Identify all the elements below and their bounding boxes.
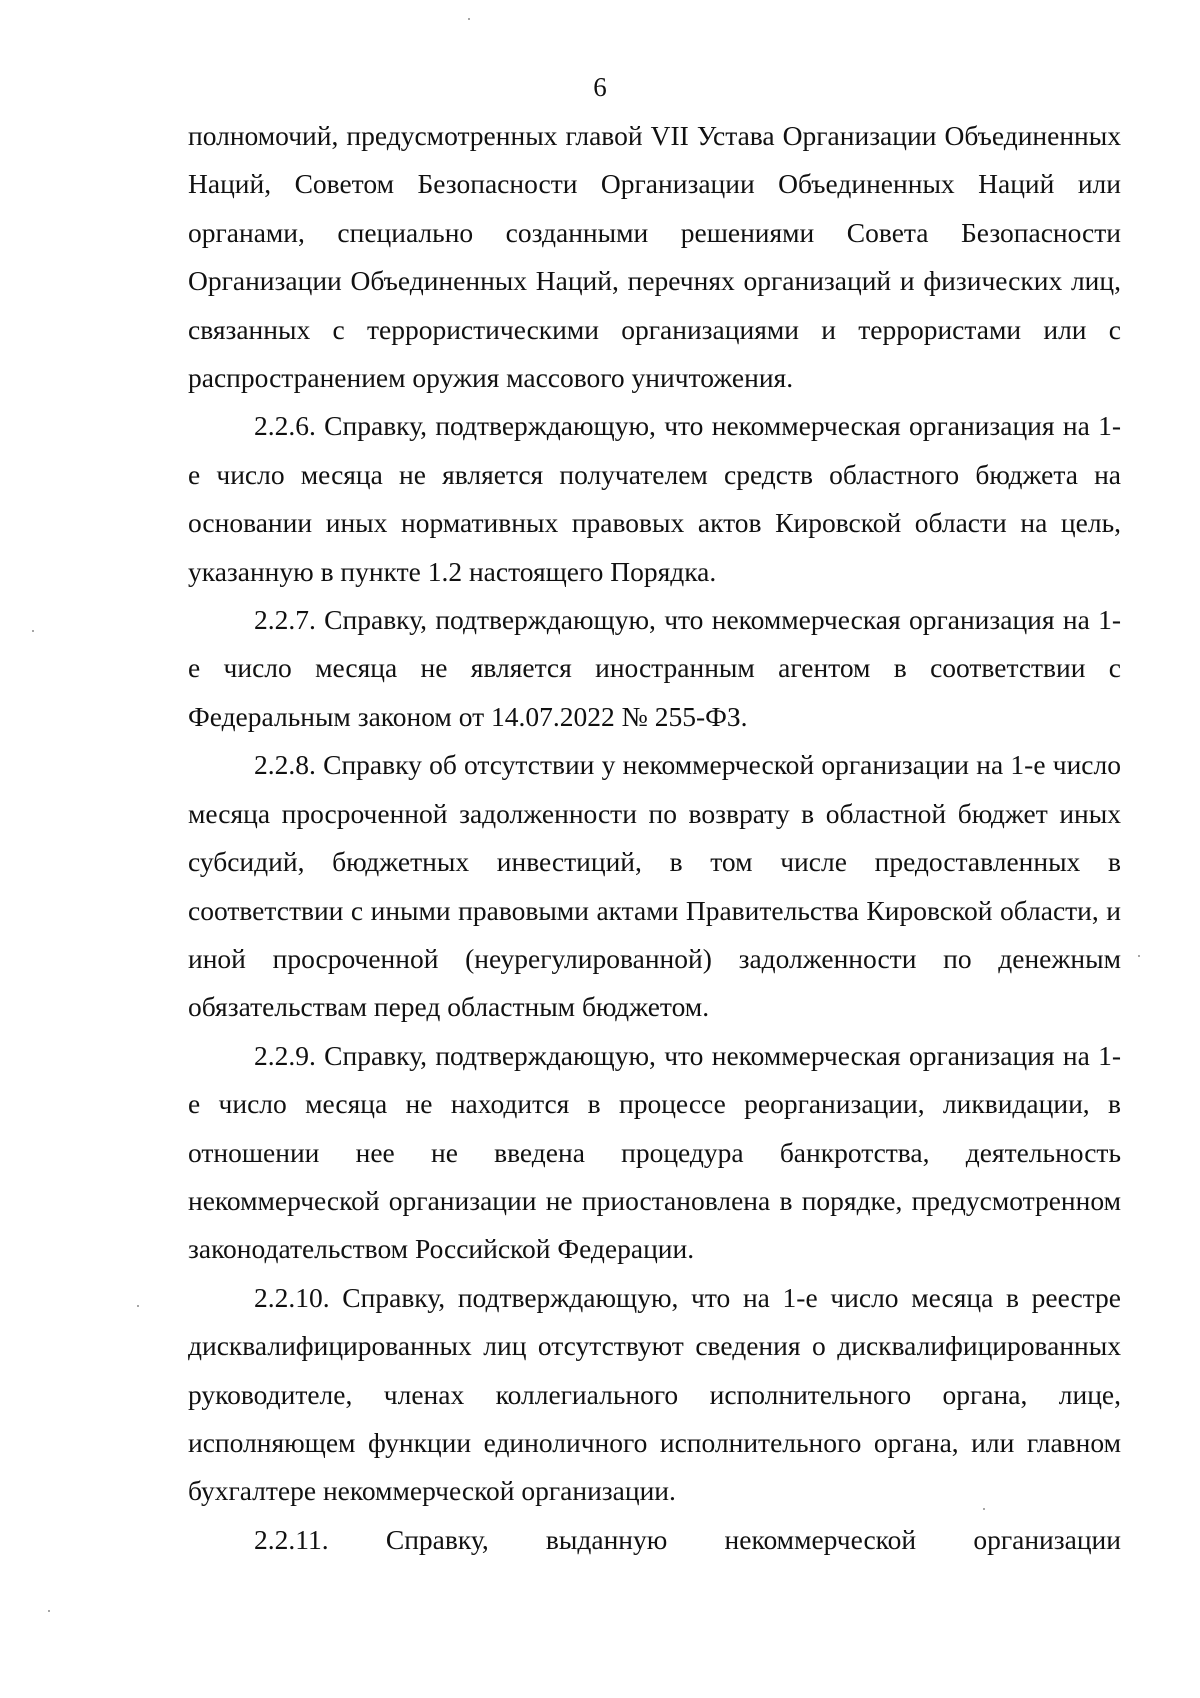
scan-speck [1138, 955, 1140, 957]
scan-speck [48, 1610, 50, 1612]
scan-speck [468, 18, 470, 20]
paragraph-2-2-6: 2.2.6. Справку, подтверждающую, что некоммерческая организация на 1-е число месяца не является получателем средств областного бюджета на основании иных нормативных правовых актов Кировской области на цель, указанную в пункте 1.2 настоящего Порядка. [188, 410, 1121, 587]
paragraph-continuation: полномочий, предусмотренных главой VII Устава Организации Объединенных Наций, Советом Безопасности Организации Объединенных Наций или органами, специально созданными решениями Совета Безопасности Организации Объединенных Наций, перечнях организаций и физических лиц, связанных с террористическими организациями и террористами или с распространением оружия массового уничтожения. [188, 120, 1121, 394]
scan-speck [32, 630, 34, 632]
page-number: 6 [593, 72, 607, 102]
paragraph-2-2-10: 2.2.10. Справку, подтверждающую, что на 1-е число месяца в реестре дисквалифицированных лиц отсутствуют сведения о дисквалифицированных руководителе, членах коллегиального исполнительного органа, лице, исполняющем функции единоличного исполнительного органа, или главном бухгалтере некоммерческой организации. [188, 1281, 1121, 1507]
paragraph-2-2-7: 2.2.7. Справку, подтверждающую, что некоммерческая организация на 1-е число месяца не является иностранным агентом в соответствии с Федеральным законом от 14.07.2022 № 255-ФЗ. [188, 604, 1121, 732]
scan-speck [137, 1305, 139, 1307]
paragraph-2-2-11: 2.2.11. Справку, выданную некоммерческой организации [254, 1523, 1121, 1555]
document-body [188, 112, 1121, 1564]
scan-speck [983, 1508, 985, 1510]
paragraph-2-2-9: 2.2.9. Справку, подтверждающую, что некоммерческая организация на 1-е число месяца не находится в процессе реорганизации, ликвидации, в отношении нее не введена процедура банкротства, деятельность некоммерческой организации не приостановлена в порядке, предусмотренном законодательством Российской Федерации. [188, 1039, 1121, 1265]
paragraph-2-2-8: 2.2.8. Справку об отсутствии у некоммерческой организации на 1-е число месяца просроченной задолженности по возврату в областной бюджет иных субсидий, бюджетных инвестиций, в том числе предоставленных в соответствии с иными правовыми актами Правительства Кировской области, и иной просроченной (неурегулированной) задолженности по денежным обязательствам перед областным бюджетом. [188, 749, 1121, 1023]
